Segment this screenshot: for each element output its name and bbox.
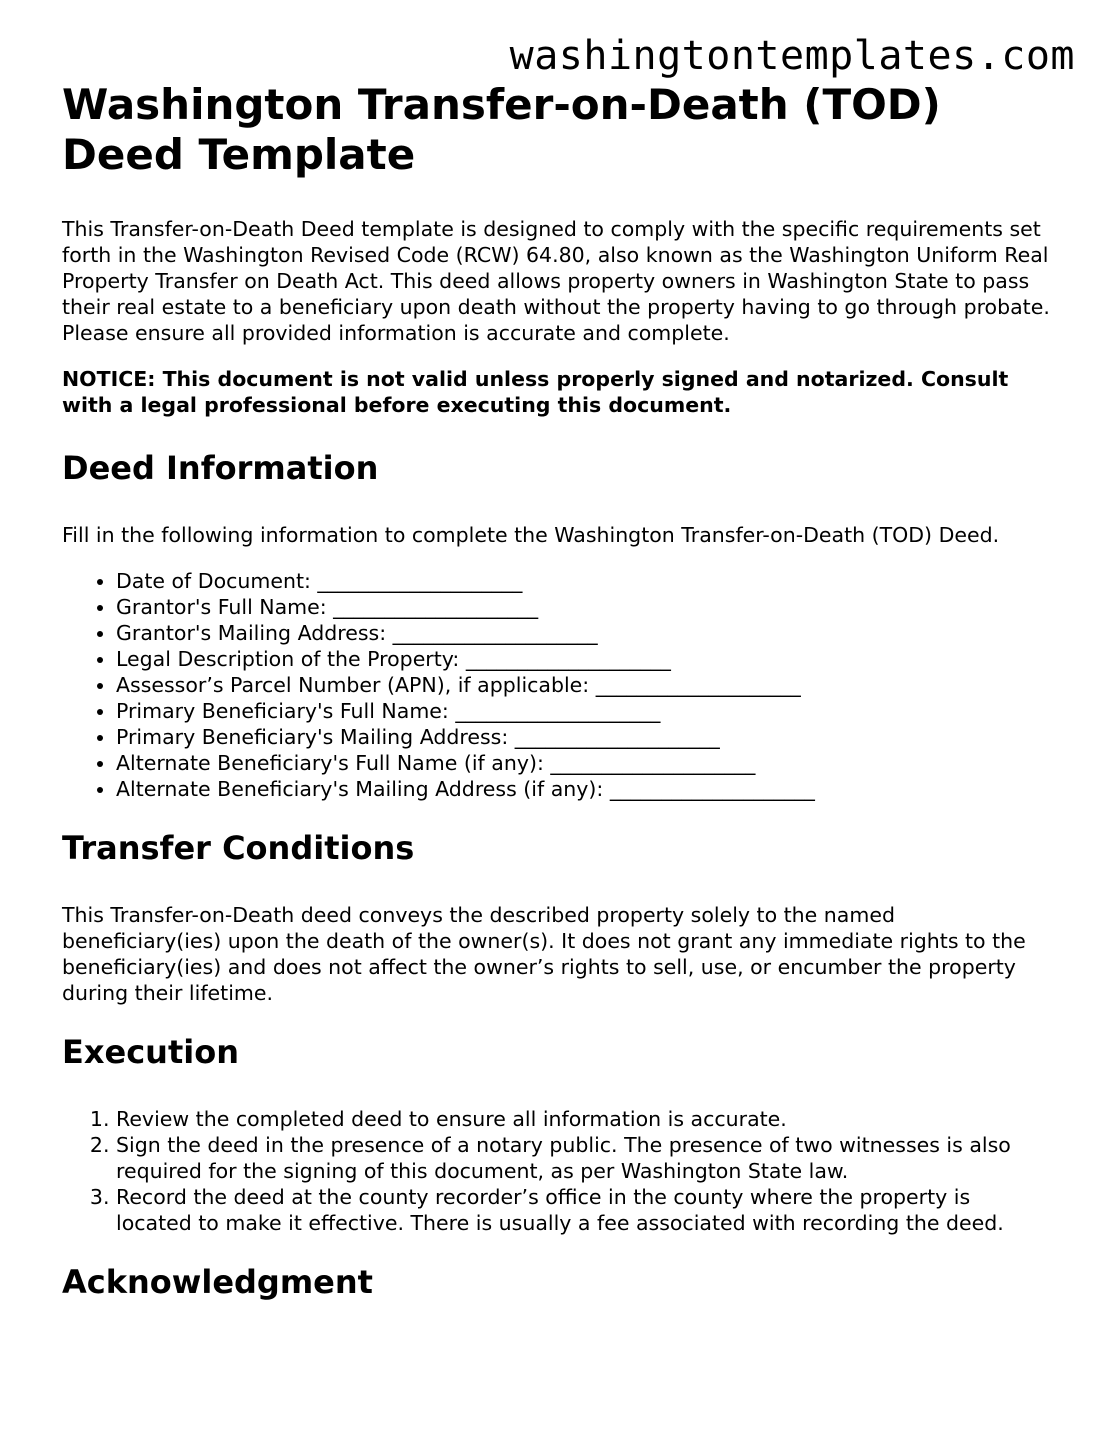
document-body: [62, 80, 1052, 1336]
field-primary-beneficiary-address: • Primary Beneficiary's Mailing Address: ____________________: [116, 724, 1052, 750]
field-primary-beneficiary-name: • Primary Beneficiary's Full Name: ____________________: [116, 698, 1052, 724]
intro-paragraph: This Transfer-on-Death Deed template is designed to comply with the specific requirements set forth in the Washington Revised Code (RCW) 64.80, also known as the Washington Uniform Real Property Transfer on Death Act. This deed allows property owners in Washington State to pass their real estate to a beneficiary upon death without the property having to go through probate. Please ensure all provided information is accurate and complete.: [62, 217, 1050, 345]
execution-heading: Execution: [62, 1033, 239, 1071]
execution-steps-list: [62, 1106, 1052, 1236]
execution-step: 3. Record the deed at the county recorder’s office in the county where the property is located to make it effective. There is usually a fee associated with recording the deed.: [116, 1184, 1052, 1236]
watermark: washingtontemplates.com: [509, 33, 1075, 79]
page-title: Washington Transfer-on-Death (TOD) Deed Template: [62, 80, 941, 179]
transfer-conditions-text: This Transfer-on-Death deed conveys the described property solely to the named beneficiary(ies) upon the death of the owner(s). It does not grant any immediate rights to the beneficiary(ies) and does not affect the owner’s rights to sell, use, or encumber the property during their lifetime.: [62, 903, 1026, 1005]
field-alternate-beneficiary-name: • Alternate Beneficiary's Full Name (if any): ____________________: [116, 750, 1052, 776]
transfer-conditions-heading: Transfer Conditions: [62, 829, 415, 867]
deed-fields-list: [62, 568, 1052, 802]
field-legal-description: • Legal Description of the Property: ____________________: [116, 646, 1052, 672]
execution-step: 2. Sign the deed in the presence of a notary public. The presence of two witnesses is also required for the signing of this document, as per Washington State law.: [116, 1132, 1052, 1184]
execution-step: 1. Review the completed deed to ensure all information is accurate.: [116, 1106, 1052, 1132]
field-alternate-beneficiary-address: • Alternate Beneficiary's Mailing Address (if any): ____________________: [116, 776, 1052, 802]
deed-information-instructions: Fill in the following information to complete the Washington Transfer-on-Death (TOD) Deed.: [62, 523, 1000, 547]
field-grantor-full-name: • Grantor's Full Name: ____________________: [116, 594, 1052, 620]
notice-paragraph: NOTICE: This document is not valid unless properly signed and notarized. Consult with a legal professional before executing this document.: [62, 367, 1009, 417]
deed-information-heading: Deed Information: [62, 449, 379, 487]
field-date-of-document: • Date of Document: ____________________: [116, 568, 1052, 594]
acknowledgment-heading: Acknowledgment: [62, 1263, 373, 1301]
field-apn: • Assessor’s Parcel Number (APN), if applicable: ____________________: [116, 672, 1052, 698]
field-grantor-mailing-address: • Grantor's Mailing Address: ____________________: [116, 620, 1052, 646]
